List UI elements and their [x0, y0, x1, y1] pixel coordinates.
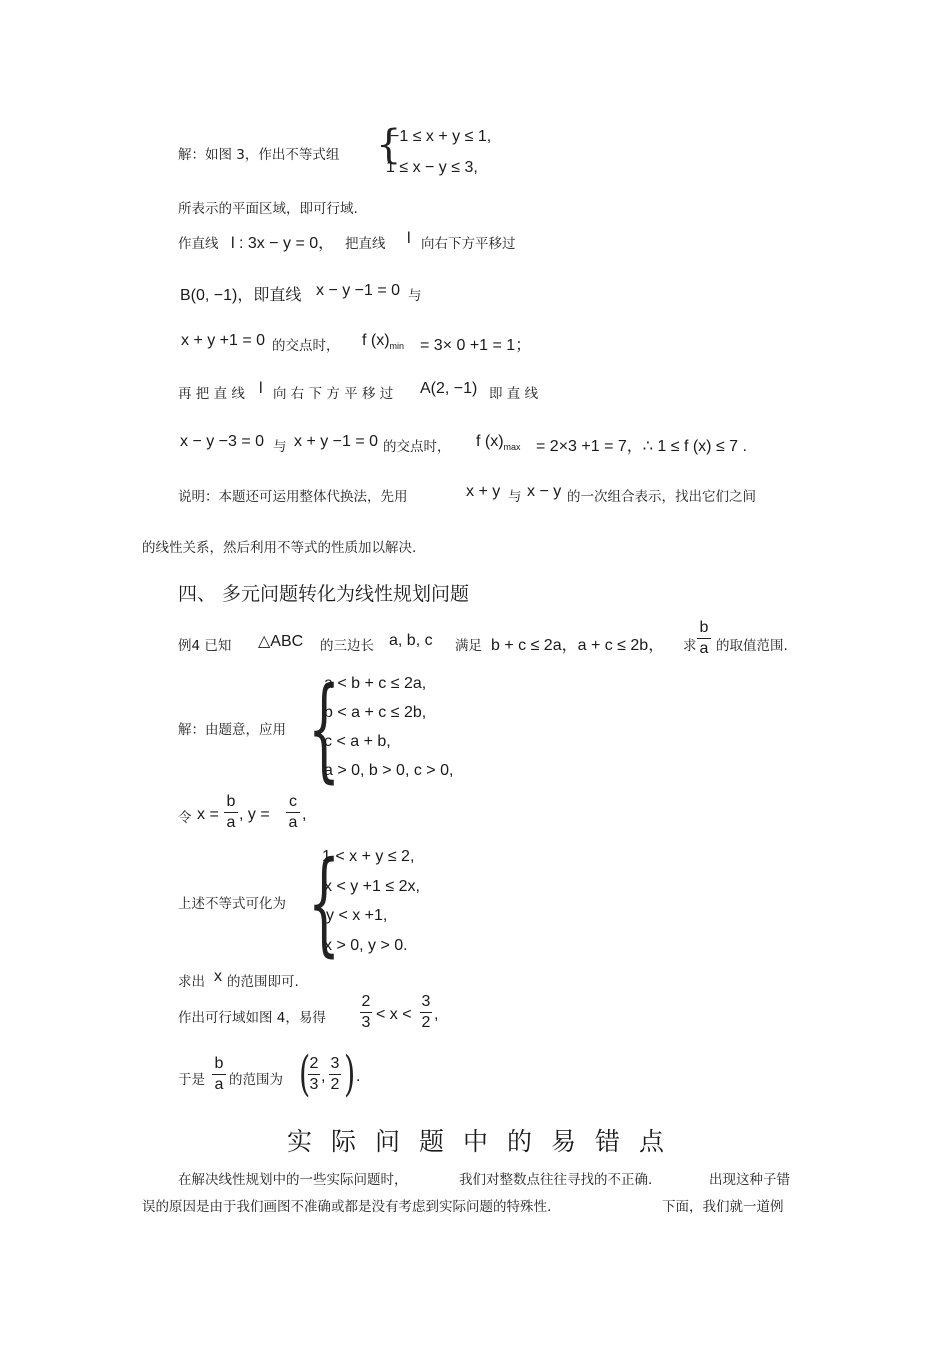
denominator: 2: [330, 1076, 340, 1093]
line-text-b: 把直线: [345, 236, 386, 252]
system2-row3: c < a + b,: [324, 733, 391, 750]
numerator: c: [289, 793, 297, 810]
numerator: 3: [421, 993, 431, 1010]
numerator: 2: [361, 993, 371, 1010]
again-text-3: 即 直 线: [489, 386, 539, 402]
example-condition: b + c ≤ 2a，a + c ≤ 2b，: [491, 637, 665, 654]
system2-row1: a < b + c ≤ 2a,: [324, 675, 427, 692]
f-max: f $(x)_{max}$: [476, 433, 521, 453]
denominator: 2: [421, 1014, 431, 1031]
solution-label: 解：由题意，应用: [178, 722, 286, 738]
denominator: 3: [361, 1014, 371, 1031]
let-x: x =: [197, 806, 219, 823]
note-text-c: 的线性关系，然后利用不等式的性质加以解决.: [142, 540, 417, 556]
draw-text: 作出可行域如图 4，易得: [178, 1010, 326, 1026]
conclusion-text-a: 于是: [178, 1072, 205, 1088]
yu-text: 与: [408, 288, 422, 304]
denominator: a: [214, 1076, 224, 1093]
close-paren: ): [344, 1046, 356, 1102]
find-text-a: 求出: [178, 974, 205, 990]
f-max-value: = 2×3 +1 = 7，∴ 1 ≤ f (x) ≤ 7 .: [536, 438, 747, 455]
line-x-plus-y: x + y +1 = 0: [181, 332, 266, 349]
example-text-c: 满足: [455, 638, 482, 654]
open-paren: (: [299, 1046, 311, 1102]
para-line1-a: 在解决线性规划中的一些实际问题时，: [178, 1172, 408, 1188]
system3-row2: x < y +1 ≤ 2x,: [324, 878, 420, 895]
fraction-2-3: [360, 993, 372, 1032]
numerator: 2: [309, 1055, 319, 1072]
point-b-line: B(0, −1)，即直线: [180, 287, 302, 304]
triangle-abc: △ABC: [258, 633, 304, 650]
fraction-x: [224, 793, 238, 832]
denominator: a: [226, 814, 236, 831]
line-l: l: [407, 230, 411, 247]
region-text: 所表示的平面区域，即可行域.: [178, 201, 358, 217]
system2-row4: a > 0, b > 0, c > 0,: [324, 762, 454, 779]
interval-left: [308, 1055, 320, 1094]
system-brace-1: {: [376, 122, 402, 168]
intersection-text: 的交点时，: [272, 338, 340, 354]
example-text-e: 的取值范围.: [716, 638, 788, 654]
intersection-text-2: 的交点时，: [383, 439, 451, 455]
fraction-y: [286, 793, 300, 832]
again-text-2: 向 右 下 方 平 移 过: [273, 386, 394, 402]
system1-row1: −1 ≤ x + y ≤ 1,: [390, 128, 492, 145]
example-vars: a, b, c: [389, 632, 433, 649]
let-end: ,: [302, 806, 307, 823]
yu-text-2: 与: [273, 439, 287, 455]
let-text: 令: [178, 810, 192, 826]
system3-row3: y < x +1,: [326, 907, 388, 924]
f-min-value: = 3× 0 +1 = 1；: [420, 337, 532, 354]
example-label: 例4 已知: [178, 638, 232, 654]
para-line2-a: 误的原因是由于我们画图不准确或都是没有考虑到实际问题的特殊性.: [142, 1199, 552, 1215]
note-math-1: x + y: [466, 483, 501, 500]
ineq-end: ,: [434, 1006, 439, 1023]
system1-row2: 1 ≤ x − y ≤ 3,: [386, 159, 478, 176]
system3-row1: 1 < x + y ≤ 2,: [322, 848, 415, 865]
line-eq-3: x − y −3 = 0: [180, 433, 265, 450]
fraction-b-a-concl: [212, 1055, 226, 1094]
note-text-a: 说明：本题还可运用整体代换法，先用: [178, 489, 408, 505]
para-line1-b: 我们对整数点往往寻找的不正确.: [459, 1172, 653, 1188]
interval-comma: ,: [321, 1068, 326, 1085]
line-eq-4: x + y −1 = 0: [294, 433, 379, 450]
interval-end: .: [356, 1068, 361, 1085]
system3-row4: x > 0, y > 0.: [324, 937, 408, 954]
note-yu: 与: [508, 489, 522, 505]
fraction-3-2: [420, 993, 432, 1032]
interval-right: [329, 1055, 341, 1094]
line-equation: l : 3x − y = 0，: [231, 235, 335, 252]
example-text-d: 求: [683, 638, 697, 654]
line-text-a: 作直线: [178, 236, 219, 252]
find-text-b: 的范围即可.: [227, 974, 299, 990]
denominator: a: [288, 814, 298, 831]
reduce-text: 上述不等式可化为: [178, 896, 286, 912]
note-math-2: x − y: [527, 483, 562, 500]
denominator: 3: [309, 1076, 319, 1093]
line-text-c: 向右下方平移过: [421, 236, 516, 252]
numerator: 3: [330, 1055, 340, 1072]
conclusion-text-b: 的范围为: [229, 1072, 283, 1088]
system-brace-3: {: [308, 838, 341, 968]
line-x-minus-y: x − y −1 = 0: [316, 282, 401, 299]
find-x: x: [214, 968, 222, 985]
ineq-middle: < x <: [376, 1006, 412, 1023]
point-a: A(2, −1): [420, 380, 478, 397]
denominator: a: [699, 640, 709, 657]
section-title: 实际问题中的易错点: [287, 1127, 684, 1156]
fraction-b-over-a: [697, 619, 711, 658]
section-heading: 四、 多元问题转化为线性规划问题: [178, 583, 470, 605]
system-brace-2: {: [308, 664, 341, 794]
numerator: b: [226, 793, 236, 810]
para-line2-b: 下面，我们就一道例: [662, 1199, 784, 1215]
note-text-b: 的一次组合表示，找出它们之间: [567, 489, 756, 505]
example-text-b: 的三边长: [320, 638, 374, 654]
let-y: , y =: [239, 806, 270, 823]
again-l: l: [259, 380, 263, 397]
numerator: b: [699, 619, 709, 636]
system2-row2: b < a + c ≤ 2b,: [324, 704, 427, 721]
para-line1-c: 出现这种子错: [709, 1172, 790, 1188]
numerator: b: [214, 1055, 224, 1072]
solution-intro: 解：如图 3，作出不等式组: [178, 147, 340, 163]
f-min: f $(x)_{min}$: [362, 332, 405, 352]
again-text: 再 把 直 线: [178, 386, 245, 402]
